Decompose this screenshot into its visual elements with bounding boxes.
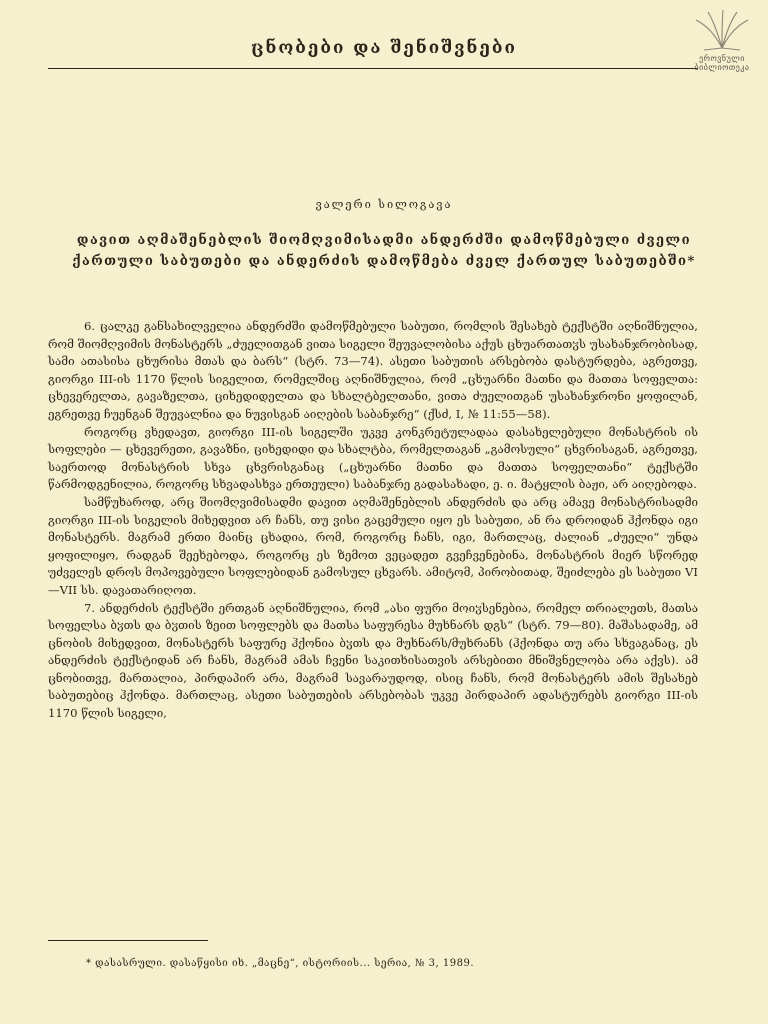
running-title: ცნობები და შენიშვნები: [251, 38, 517, 58]
article-author: ვალერი სილოგავა: [315, 198, 453, 211]
library-logo: [682, 8, 762, 78]
paragraph: როგორც ვხედავთ, გიორგი III-ის სიგელში უკვე კონკრეტულადაა დასახელებული მონასტრის ის სოფლები — ცხევერეთი, გავაზნი, ციხედიდი და სხალტბა, რომელთაგან „გამოსული“ ცხვრისაგან, აგრეთვე, საერთოდ მონასტრის სხვა ცხვრისგანაც („ცხუარნი მათნი და მათთა სოფელთანი“ ტექსტში წარმოდგენილია, როგორც სხვადასხვა ერთეული) საბანჯრე გადასახადი, ე. ი. მატყლის ბაჟი, არ აიღებოდა.: [48, 424, 698, 492]
article-title: დავით აღმაშენებლის შიომღვიმისადმი ანდერძში დამოწმებული ძველი ქართული საბუთები და ანდერძის დამოწმება ძველ ქართულ საბუთებში*: [72, 233, 696, 269]
article-body: [48, 318, 698, 723]
footnote: * დასასრული. დასაწყისი იხ. „მაცნე“, ისტორიის... სერია, № 3, 1989.: [86, 958, 475, 969]
book-leaves-icon: [682, 8, 762, 52]
paragraph: სამწუხაროდ, არც შიომღვიმისადმი დავით აღმაშენებლის ანდერძის და არც ამავე მონასტრისადმი გიორგი III-ის სიგელის მიხედვით არ ჩანს, თუ ვისი გაცემული იყო ეს საბუთი, ან რა დროიდან ჰქონდა იგი მონასტერს. მაგრამ ერთი მაინც ცხადია, რომ, როგორც ჩანს, იგი, მართლაც, ძალიან „ძუელი“ უნდა ყოფილიყო, რადგან შეეხებოდა, როგორც ეს ზემოთ ვეცადეთ გვეჩვენებინა, მონასტრის მიერ სწორედ უძველეს დროს მოპოვებული სოფლებიდან გამოსულ ცხვარს. ამიტომ, პირობითად, შეიძლება ეს საბუთი VI—VII სს. დავათარიღოთ.: [48, 494, 698, 597]
logo-caption: ეროვნული ბიბლიოთეკა: [694, 54, 750, 72]
paragraph: 6. ცალკე განსახილველია ანდერძში დამოწმებული საბუთი, რომლის შესახებ ტექსტში აღნიშნულია, რომ შიომღვიმის მონასტერს „ძუელითგან ვითა სიგელი შეუვალობისა აქუს ცხუართათჳს უსახანჯრობისად, სამი ათასისა ცხურისა მთას და ბარს“ (სტრ. 73—74). ასეთი საბუთის არსებობა დასტურდება, აგრეთვე, გიორგი III-ის 1170 წლის სიგელით, რომელშიც აღნიშნულია, რომ „ცხუარნი მათნი და მათთა სოფელთა: ცხევერელთა, გავაზელთა, ციხედიდელთა და სხალტბელთანი, ვითა ძუელითგან უსახანჯრონი ყოფილან, ეგრეთვე ჩუენგან შეუვალნია და ნუვისგან აიღების საბანჯრე“ (ქსძ, I, № 11:55—58).: [48, 319, 698, 421]
paragraph: 7. ანდერძის ტექსტში ერთგან აღნიშნულია, რომ „ასი ფური მოიჳსენებია, რომელ თრიალეთს, მათსა სოფელსა ბჳთს და ბჳთის ზეით სოფლებს და მათსა საფურესა მუხნარს დგს“ (სტრ. 79—80). მაშასადამე, ამ ცნობის მიხედვით, მონასტერს საფურე ჰქონია ბჳთს და მუხნარს/მუხრანს (ჰქონდა თუ არა სხვაგანაც, ეს ანდერძის ტექსტიდან არ ჩანს, მაგრამ ამას ჩვენი საკითხისათვის არსებითი მნიშვნელობა არა აქვს). ამ ცნობითვე, მართალია, პირდაპირ არა, მაგრამ სავარაუდოდ, ისიც ჩანს, რომ მონასტერს ამის შესახებ საბუთებიც ჰქონდა. მართლაც, ასეთი საბუთების არსებობას უკვე პირდაპირ ადასტურებს გიორგი III-ის 1170 წლის სიგელი,: [48, 600, 698, 721]
header-rule: [48, 68, 698, 69]
footnote-rule: [48, 940, 208, 941]
